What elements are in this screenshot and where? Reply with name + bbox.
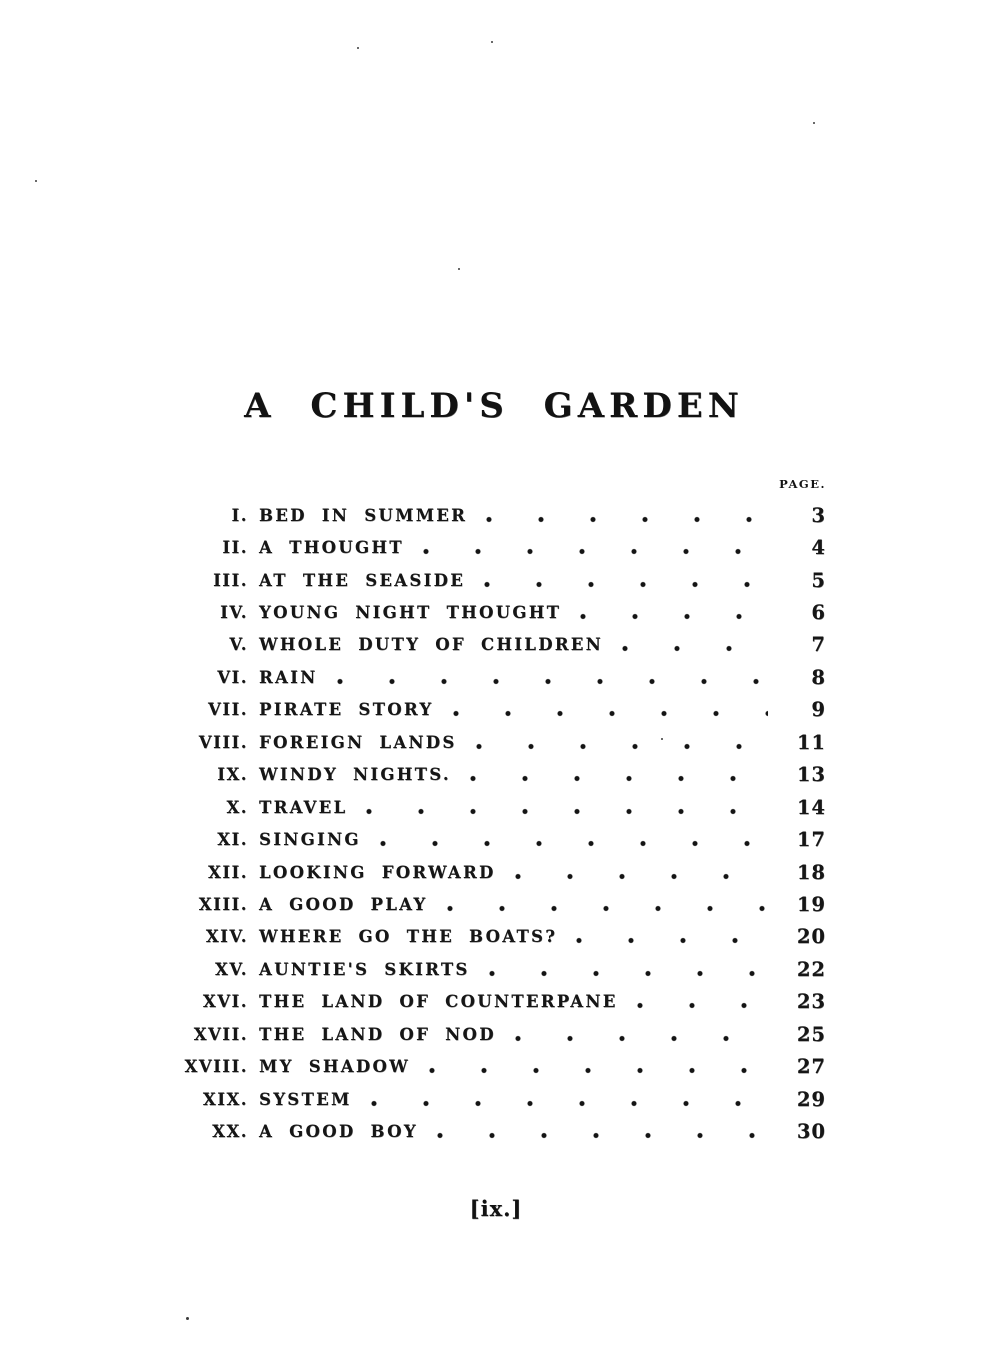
entry-numeral: III. <box>213 570 248 590</box>
scan-speckle <box>458 268 460 270</box>
entry-numeral: XVI. <box>202 992 248 1012</box>
scan-speckle <box>357 47 359 49</box>
entry-page: 11 <box>796 730 826 754</box>
dot-leader <box>483 516 768 523</box>
toc-entry <box>168 596 826 628</box>
entry-title: TRAVEL <box>259 797 348 817</box>
toc-entry <box>168 823 826 855</box>
entry-numeral: IX. <box>217 765 248 785</box>
toc-entry <box>168 1083 826 1115</box>
dot-leader <box>486 970 768 977</box>
entry-page: 6 <box>811 601 826 625</box>
entry-page: 8 <box>811 665 826 689</box>
entry-title: MY SHADOW <box>259 1057 411 1077</box>
scan-speckle <box>813 122 815 124</box>
toc-entry <box>168 564 826 596</box>
entry-page: 14 <box>796 795 826 819</box>
toc-entry <box>168 629 826 661</box>
dot-leader <box>634 1002 768 1009</box>
entry-page: 9 <box>811 698 826 722</box>
scan-speckle <box>35 180 37 182</box>
entry-page: 27 <box>796 1055 826 1079</box>
entry-page: 13 <box>796 763 826 787</box>
toc-entry <box>168 694 826 726</box>
entry-page: 25 <box>796 1022 826 1046</box>
toc-entry <box>168 726 826 758</box>
entry-numeral: VI. <box>217 667 248 687</box>
entry-title: FOREIGN LANDS <box>259 732 457 752</box>
entry-numeral: XVIII. <box>184 1057 248 1077</box>
dot-leader <box>577 613 768 620</box>
entry-numeral: XV. <box>215 959 248 979</box>
toc-list <box>168 499 826 1148</box>
entry-numeral: XII. <box>208 862 248 882</box>
dot-leader <box>426 1067 768 1074</box>
dot-leader <box>573 937 768 944</box>
entry-title: LOOKING FORWARD <box>259 862 496 882</box>
toc-entry <box>168 953 826 985</box>
toc-entry <box>168 1115 826 1147</box>
entry-numeral: XIX. <box>202 1089 248 1109</box>
entry-title: WHERE GO THE BOATS? <box>259 927 558 947</box>
entry-title: BED IN SUMMER <box>259 505 468 525</box>
entry-numeral: IV. <box>220 603 248 623</box>
entry-page: 29 <box>796 1087 826 1111</box>
entry-page: 5 <box>811 568 826 592</box>
dot-leader <box>473 743 768 750</box>
toc-entry <box>168 856 826 888</box>
folio: [ix.] <box>469 1196 523 1221</box>
entry-title: AT THE SEASIDE <box>259 570 466 590</box>
toc-entry <box>168 661 826 693</box>
entry-page: 3 <box>811 503 826 527</box>
entry-page: 30 <box>796 1120 826 1144</box>
scan-speckle <box>491 41 493 43</box>
toc-entry <box>168 499 826 531</box>
entry-page: 17 <box>796 828 826 852</box>
entry-page: 18 <box>796 860 826 884</box>
page-title: A CHILD'S GARDEN <box>244 385 744 426</box>
entry-title: A THOUGHT <box>259 538 404 558</box>
entry-title: PIRATE STORY <box>259 700 434 720</box>
dot-leader <box>481 581 768 588</box>
entry-numeral: XIV. <box>205 927 248 947</box>
entry-numeral: V. <box>229 635 248 655</box>
entry-page: 22 <box>796 957 826 981</box>
entry-numeral: VIII. <box>198 732 248 752</box>
entry-numeral: X. <box>226 797 248 817</box>
entry-numeral: XIII. <box>198 894 248 914</box>
toc-entry <box>168 791 826 823</box>
toc-entry <box>168 888 826 920</box>
entry-title: RAIN <box>259 667 318 687</box>
toc-entry <box>168 1018 826 1050</box>
entry-title: SYSTEM <box>259 1089 352 1109</box>
dot-leader <box>377 840 768 847</box>
dot-leader <box>467 775 768 782</box>
entry-title: SINGING <box>259 830 361 850</box>
entry-page: 19 <box>796 892 826 916</box>
page-column-header: PAGE. <box>779 477 826 491</box>
entry-page: 7 <box>811 633 826 657</box>
dot-leader <box>512 1035 768 1042</box>
entry-numeral: I. <box>231 505 248 525</box>
entry-numeral: XI. <box>217 830 248 850</box>
entry-title: YOUNG NIGHT THOUGHT <box>259 603 562 623</box>
entry-numeral: VII. <box>208 700 248 720</box>
toc-entry <box>168 531 826 563</box>
dot-leader <box>420 548 768 555</box>
dot-leader <box>512 873 768 880</box>
dot-leader <box>619 645 768 652</box>
entry-title: A GOOD BOY <box>259 1122 418 1142</box>
toc-entry <box>168 759 826 791</box>
dot-leader <box>434 1132 768 1139</box>
dot-leader <box>368 1100 768 1107</box>
entry-page: 23 <box>796 990 826 1014</box>
entry-title: WINDY NIGHTS. <box>259 765 451 785</box>
entry-title: WHOLE DUTY OF CHILDREN <box>259 635 604 655</box>
entry-page: 20 <box>796 925 826 949</box>
entry-numeral: II. <box>222 538 248 558</box>
entry-title: A GOOD PLAY <box>259 894 428 914</box>
dot-leader <box>363 808 768 815</box>
entry-page: 4 <box>811 536 826 560</box>
dot-leader <box>334 678 768 685</box>
toc-entry <box>168 1050 826 1082</box>
entry-title: AUNTIE'S SKIRTS <box>259 959 470 979</box>
entry-numeral: XX. <box>212 1122 248 1142</box>
scan-speckle <box>661 738 663 740</box>
toc-entry <box>168 921 826 953</box>
dot-leader <box>450 710 769 717</box>
entry-title: THE LAND OF COUNTERPANE <box>259 992 618 1012</box>
entry-title: THE LAND OF NOD <box>259 1024 496 1044</box>
entry-numeral: XVII. <box>193 1024 248 1044</box>
toc-entry <box>168 986 826 1018</box>
scan-speckle <box>186 1317 189 1320</box>
dot-leader <box>444 905 768 912</box>
